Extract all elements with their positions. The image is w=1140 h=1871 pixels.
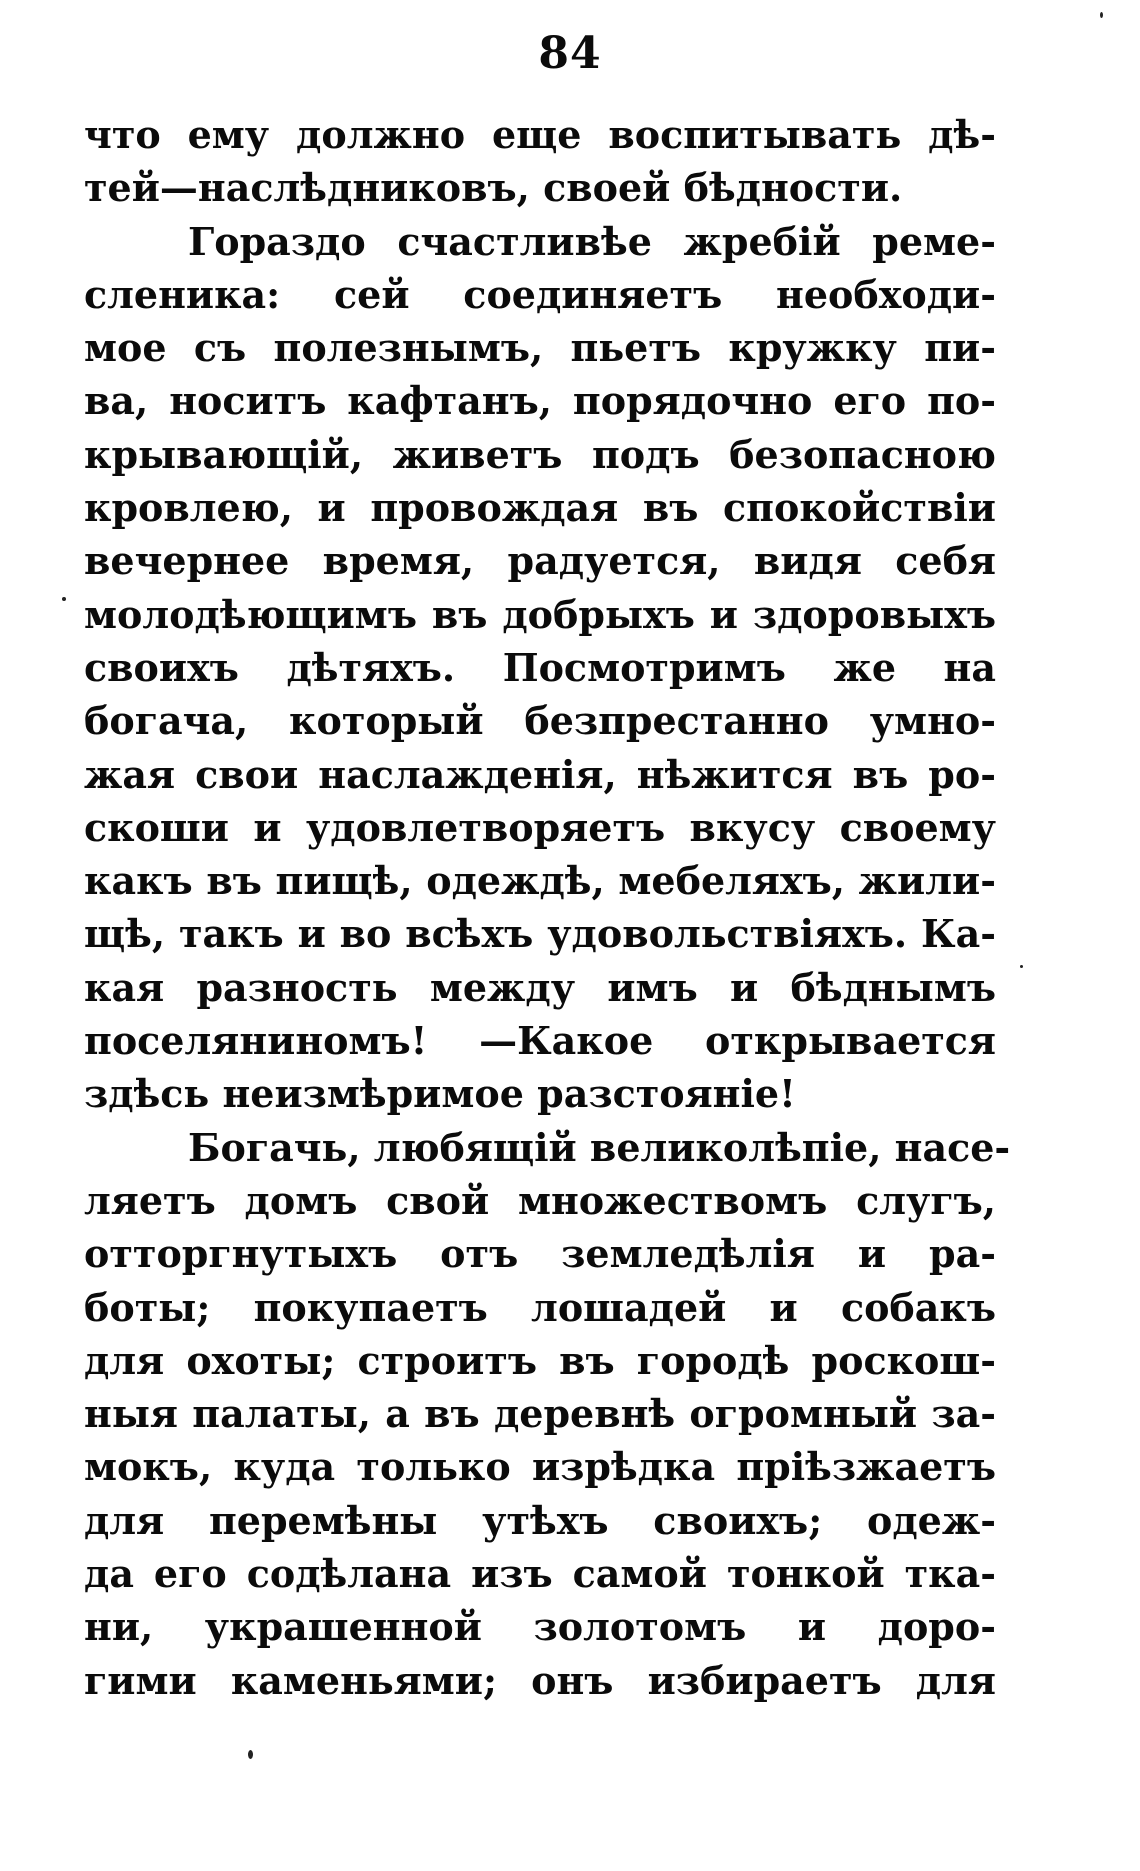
text-line: ныя палаты, а въ деревнѣ огромный за- [84,1391,996,1437]
text-line: мокъ, куда только изрѣдка пріѣзжаетъ [84,1444,996,1490]
page-number: 84 [538,28,602,79]
text-line: щѣ, такъ и во всѣхъ удовольствіяхъ. Ка- [84,911,996,957]
text-line: Гораздо счастливѣе жребій реме- [188,218,996,264]
text-line: кровлею, и провождая въ спокойствіи [84,485,996,531]
text-line: скоши и удовлетворяетъ вкусу своему [84,804,996,850]
text-line: для перемѣны утѣхъ своихъ; одеж- [84,1497,996,1543]
scan-speck [62,597,66,601]
text-line: своихъ дѣтяхъ. Посмотримъ же на [84,644,996,690]
text-line: вечернее время, радуется, видя себя [84,538,996,584]
text-line: тей—наслѣдниковъ, своей бѣдности. [84,165,903,211]
text-line: сленика: сей соединяетъ необходи- [84,271,996,317]
scan-speck [248,1750,253,1759]
text-line: богача, который безпрестанно умно- [84,698,996,744]
text-line: Богачь, любящій великолѣпіе, насе- [188,1124,1011,1170]
text-line: здѣсь неизмѣримое разстояніе! [84,1071,796,1117]
text-line: отторгнутыхъ отъ земледѣлія и ра- [84,1231,996,1277]
text-line: кая разность между имъ и бѣднымъ [84,964,996,1010]
scan-speck [1100,12,1103,18]
text-line: мое съ полезнымъ, пьетъ кружку пи- [84,325,996,371]
text-line: молодѣющимъ въ добрыхъ и здоровыхъ [84,591,996,637]
text-line: для охоты; строитъ въ городѣ роскош- [84,1337,996,1383]
text-line: ва, носитъ кафтанъ, порядочно его по- [84,378,996,424]
text-line: да его содѣлана изъ самой тонкой тка- [84,1551,996,1597]
text-line: ни, украшенной золотомъ и доро- [84,1604,996,1650]
text-line: какъ въ пищѣ, одеждѣ, мебеляхъ, жили- [84,858,996,904]
text-line: боты; покупаетъ лошадей и собакъ [84,1284,996,1330]
text-line: крывающій, живетъ подъ безопасною [84,431,996,477]
scan-speck [1020,965,1023,968]
body-text [84,108,1011,1707]
text-line: гими каменьями; онъ избираетъ для [84,1657,996,1703]
text-line: поселяниномъ! —Какое открывается [84,1018,996,1064]
text-line: что ему должно еще воспитывать дѣ- [84,112,996,157]
text-line: ляетъ домъ свой множествомъ слугъ, [84,1177,996,1223]
text-line: жая свои наслажденія, нѣжится въ ро- [84,751,996,797]
